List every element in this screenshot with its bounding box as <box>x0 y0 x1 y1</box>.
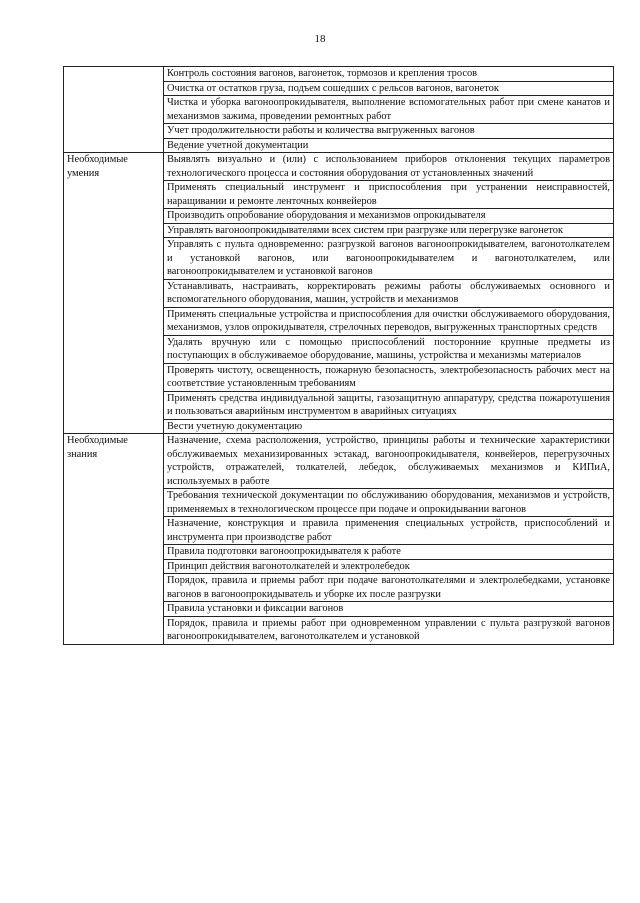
table-cell: Принцип действия вагонотолкателей и электролебедок <box>164 559 614 574</box>
table-cell: Вести учетную документацию <box>164 419 614 434</box>
table-cell: Назначение, схема расположения, устройство, принципы работы и технические характеристики обслуживаемых механизированных эстакад, вагоноопрокидывателя, конвейеров, перегрузочных устройств, отражателей, толкателей, лебедок, обслуживаемых механизмов и КИПиА, используемых в работе <box>164 434 614 489</box>
table-cell: Назначение, конструкция и правила применения специальных устройств, приспособлений и инструмента при производстве работ <box>164 517 614 545</box>
section-label <box>64 67 164 153</box>
table-cell: Применять средства индивидуальной защиты, газозащитную аппаратуру, средства пожаротушения и пользоваться аварийным инструментом в аварийных ситуациях <box>164 391 614 419</box>
table-cell: Применять специальный инструмент и приспособления при устранении неисправностей, наращивании и ремонте ленточных конвейеров <box>164 181 614 209</box>
section-label: Необходимые знания <box>64 434 164 645</box>
table-row <box>64 153 614 181</box>
table-body <box>64 67 614 645</box>
table-cell: Порядок, правила и приемы работ при подаче вагонотолкателями и электролебедками, установке вагонов в вагоноопрокидыватель и уборке их после разгрузки <box>164 574 614 602</box>
table-cell: Учет продолжительности работы и количества выгруженных вагонов <box>164 124 614 139</box>
competency-table <box>63 66 614 645</box>
table-row <box>64 67 614 82</box>
table-cell: Устанавливать, настраивать, корректировать режимы работы обслуживаемых основного и вспомогательного оборудования, машин, устройств и механизмов <box>164 279 614 307</box>
section-label: Необходимые умения <box>64 153 164 434</box>
table-cell: Правила установки и фиксации вагонов <box>164 602 614 617</box>
table-cell: Управлять с пульта одновременно: разгрузкой вагонов вагоноопрокидывателем, вагонотолкателем и установкой вагонов, или вагоноопрокидывателем и вагонотолкателем, или вагоноопрокидывателем и установкой вагонов <box>164 238 614 280</box>
table-cell: Ведение учетной документации <box>164 138 614 153</box>
table-cell: Требования технической документации по обслуживанию оборудования, механизмов и устройств, применяемых в технологическом процессе при подаче и опрокидывании вагонов <box>164 489 614 517</box>
table-cell: Управлять вагоноопрокидывателями всех систем при разгрузке или перегрузке вагонеток <box>164 223 614 238</box>
table-cell: Правила подготовки вагоноопрокидывателя к работе <box>164 545 614 560</box>
table-cell: Применять специальные устройства и приспособления для очистки обслуживаемого оборудования, механизмов, узлов опрокидывателя, стрелочных переводов, выгруженных транспортных средств <box>164 307 614 335</box>
table-cell: Проверять чистоту, освещенность, пожарную безопасность, электробезопасность рабочих мест на соответствие установленным требованиям <box>164 363 614 391</box>
table-cell: Контроль состояния вагонов, вагонеток, тормозов и крепления тросов <box>164 67 614 82</box>
table-cell: Удалять вручную или с помощью приспособлений посторонние крупные предметы из поступающих в обслуживаемое оборудование, машины, устройства и механизмы материалов <box>164 335 614 363</box>
table-cell: Чистка и уборка вагоноопрокидывателя, выполнение вспомогательных работ при смене канатов и механизмов зажима, проведении ремонтных работ <box>164 96 614 124</box>
table-cell: Выявлять визуально и (или) с использованием приборов отклонения текущих параметров технологического процесса и состояния оборудования от установленных значений <box>164 153 614 181</box>
table-cell: Порядок, правила и приемы работ при одновременном управлении с пульта разгрузкой вагонов вагоноопрокидывателем, вагонотолкателем и установкой <box>164 616 614 644</box>
table-row <box>64 434 614 489</box>
page-number: 18 <box>314 33 326 45</box>
table-cell: Очистка от остатков груза, подъем сошедших с рельсов вагонов, вагонеток <box>164 81 614 96</box>
table-cell: Производить опробование оборудования и механизмов опрокидывателя <box>164 209 614 224</box>
